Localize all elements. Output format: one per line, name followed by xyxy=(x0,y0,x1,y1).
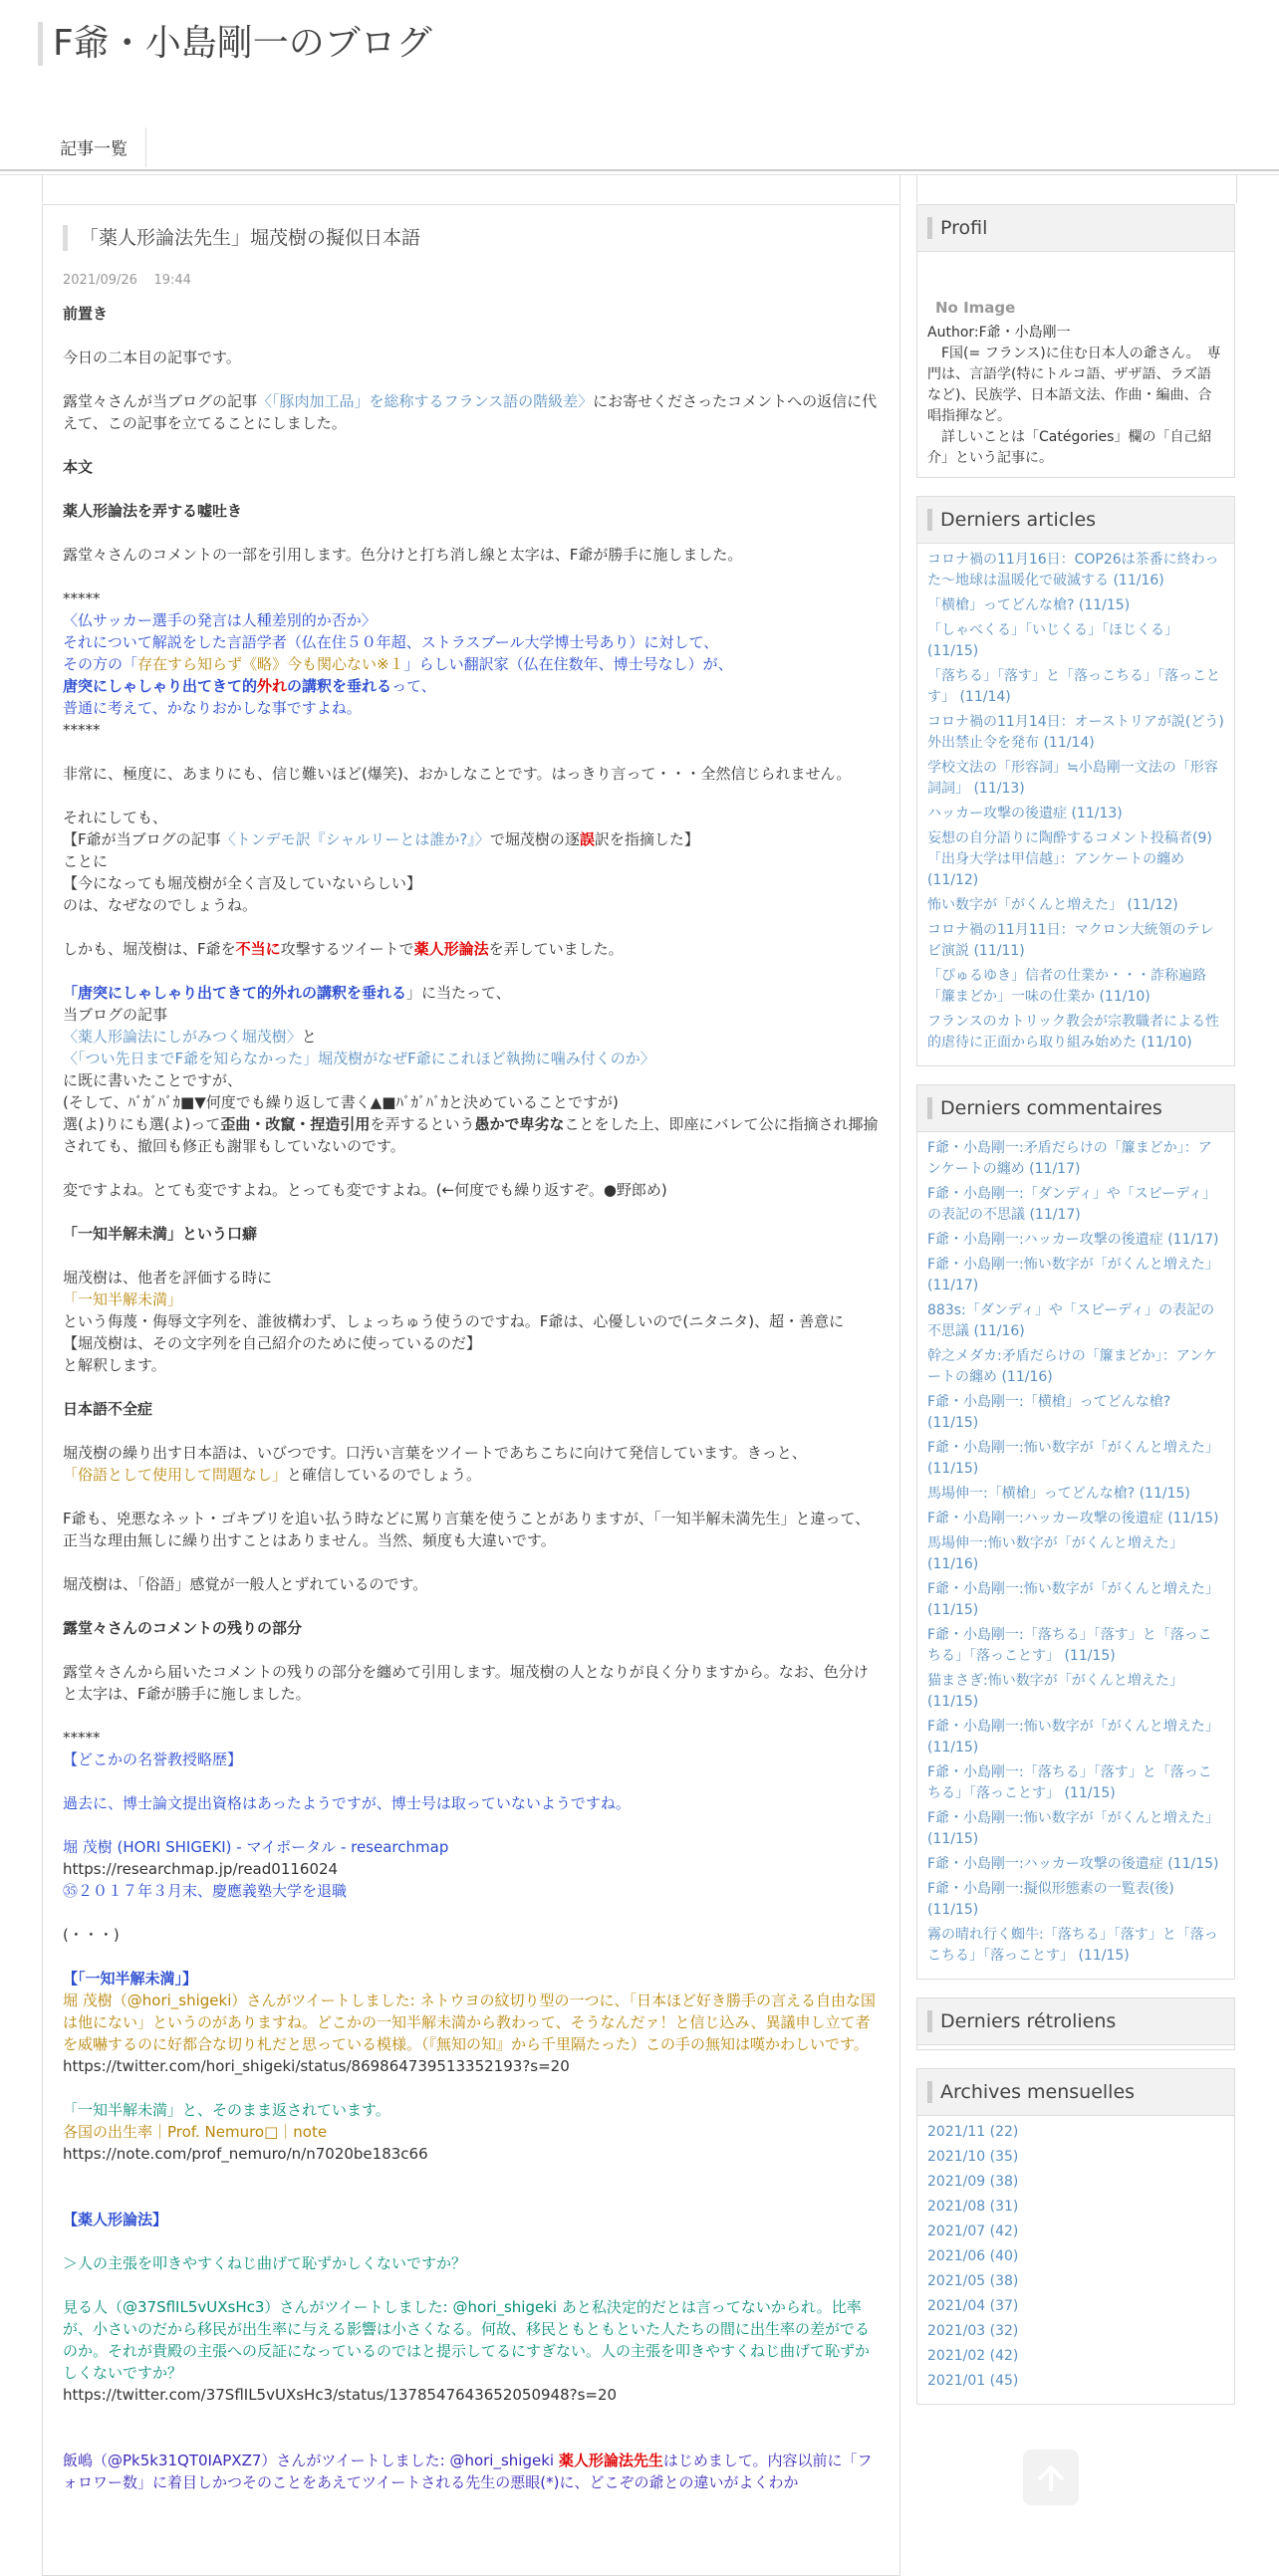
recent-article-link[interactable]: コロナ禍の11月14日：オーストリアが説(どう)外出禁止令を発布 (11/14) xyxy=(927,714,1224,751)
paragraph: しかも、堀茂樹は、F爺を不当に攻撃するツイートで薬人形論法を弄していました。 xyxy=(63,940,624,958)
article-link[interactable]: 〈トンデモ訳『シャルリーとは誰か?』〉 xyxy=(220,830,490,848)
section-heading: 露堂々さんのコメントの残りの部分 xyxy=(63,1619,303,1637)
archive-month-link[interactable]: 2021/10 (35) xyxy=(927,2149,1019,2165)
paragraph: 露堂々さんのコメントの一部を引用します。色分けと打ち消し線と太字は、F爺が勝手に施しました。 xyxy=(63,546,743,564)
quote-line: 唐突にしゃしゃり出てきて的外れの講釈を垂れるって、 xyxy=(63,677,436,695)
quote-link[interactable]: 堀 茂樹 (HORI SHIGEKI) - マイポータル - researchmap xyxy=(63,1838,449,1856)
archives-list xyxy=(917,2116,1234,2404)
url-text: https://twitter.com/37SflIL5vUXsHc3/status/1378547643652050948?s=20 xyxy=(63,2386,618,2404)
recent-comment-link[interactable]: F爺・小島剛一:「落ちる」「落す」と「落っこちる」「落っことす」 (11/15) xyxy=(927,1764,1212,1801)
paragraph: 非常に、極度に、あまりにも、信じ難いほど(爆笑)、おかしなことです。はっきり言って・・・全然信じられません。 xyxy=(63,765,852,783)
profile-text: F国(= フランス)に住む日本人の爺さん。 専門は、言語学(特にトルコ語、ザザ語、ラズ語など)、民族学、日本語文法、作曲・編曲、合唱指揮など。 xyxy=(927,346,1221,424)
box-title: Archives mensuelles xyxy=(917,2069,1234,2116)
recent-comment-link[interactable]: 猫まさぎ:怖い数字が「がくんと増えた」 (11/15) xyxy=(927,1673,1183,1710)
archive-month-link[interactable]: 2021/01 (45) xyxy=(927,2373,1019,2389)
article-link[interactable]: 〈「豚肉加工品」を総称するフランス語の階級差〉 xyxy=(257,392,594,410)
recent-article-link[interactable]: 妄想の自分語りに陶酔するコメント投稿者(9)「出身大学は甲信越」：アンケートの纏め (11/12) xyxy=(927,830,1212,888)
recent-comment-link[interactable]: F爺・小島剛一:ハッカー攻撃の後遺症 (11/17) xyxy=(927,1232,1219,1248)
recent-article-link[interactable]: 怖い数字が「がくんと増えた」 (11/12) xyxy=(927,897,1178,913)
site-header xyxy=(0,0,1279,169)
quote-line: 【「一知半解未満」】 xyxy=(63,1970,198,1988)
recent-article-link[interactable]: 「ぴゅるゆき」信者の仕業か・・・詐称遍路「簾まどか」一味の仕業か (11/10) xyxy=(927,968,1206,1005)
recent-comment-link[interactable]: 霧の晴れ行く蜘牛:「落ちる」「落す」と「落っこちる」「落っことす」 (11/15) xyxy=(927,1927,1218,1964)
recent-article-link[interactable]: フランスのカトリック教会が宗教職者による性的虐待に正面から取り組み始めた (11/10) xyxy=(927,1014,1220,1051)
section-heading: 本文 xyxy=(63,458,94,476)
section-heading: 薬人形論法を弄する嘘吐き xyxy=(63,502,243,520)
quote-line: ＞人の主張を叩きやすくねじ曲げて恥ずかしくないですか？ xyxy=(63,2254,467,2272)
recent-article-link[interactable]: コロナ禍の11月11日：マクロン大統領のテレビ演説 (11/11) xyxy=(927,922,1214,959)
quote-line: 「一知半解未満」と、そのまま返されています。 xyxy=(63,2101,390,2119)
recent-article-link[interactable]: 「横槍」ってどんな槍? (11/15) xyxy=(927,597,1131,613)
article-link[interactable]: 〈「つい先日までF爺を知らなかった」堀茂樹がなぜF爺にこれほど執拗に噛み付くのか〉 xyxy=(63,1050,655,1067)
paragraph: 堀茂樹の繰り出す日本語は、いびつです。口汚い言葉をツイートであちこちに向けて発信しています。きっと、 xyxy=(63,1444,807,1462)
profile-author: Author:F爺・小島剛一 xyxy=(927,325,1071,341)
archive-month-link[interactable]: 2021/11 (22) xyxy=(927,2124,1019,2140)
recent-article-link[interactable]: 「しゃべくる」「いじくる」「ほじくる」 (11/15) xyxy=(927,622,1178,659)
archive-month-link[interactable]: 2021/09 (38) xyxy=(927,2174,1019,2190)
paragraph xyxy=(63,1048,880,1069)
archive-month-link[interactable]: 2021/04 (37) xyxy=(927,2298,1019,2314)
nav-article-list[interactable]: 記事一覧 xyxy=(42,127,146,167)
url-text: https://note.com/prof_nemuro/n/n7020be183c66 xyxy=(63,2145,428,2163)
url-text: https://twitter.com/hori_shigeki/status/869864739513352193?s=20 xyxy=(63,2057,570,2075)
recent-comment-link[interactable]: F爺・小島剛一:矛盾だらけの「簾まどか」：アンケートの纏め (11/17) xyxy=(927,1140,1212,1177)
archive-month-link[interactable]: 2021/08 (31) xyxy=(927,2199,1019,2215)
recent-comment-link[interactable]: F爺・小島剛一:ハッカー攻撃の後遺症 (11/15) xyxy=(927,1856,1219,1872)
profile-text: 詳しいことは「Catégories」欄の「自己紹介」という記事に。 xyxy=(927,429,1212,466)
archive-month-link[interactable]: 2021/07 (42) xyxy=(927,2224,1019,2239)
quote-line: 過去に、博士論文提出資格はあったようですが、博士号は取っていないようですね。 xyxy=(63,1794,631,1812)
trackbacks-box xyxy=(916,1997,1235,2050)
quote-line: ㉟２０１７年３月末、慶應義塾大学を退職 xyxy=(63,1882,348,1900)
recent-comment-link[interactable]: F爺・小島剛一:怖い数字が「がくんと増えた」 (11/15) xyxy=(927,1719,1219,1756)
recent-comment-link[interactable]: 馬場伸一:「横槍」ってどんな槍? (11/15) xyxy=(927,1486,1190,1502)
tweet-quote: 飯嶋（@Pk5k31QT0IAPXZ7）さんがツイートしました: @hori_shigeki 薬人形論法先生はじめまして。内容以前に「フォロワー数」に着目しかつそのことをあえてツイートされる先生の悪眼(*)に、どこぞの爺との違いがよくわか xyxy=(63,2452,873,2491)
recent-comment-link[interactable]: F爺・小島剛一:ハッカー攻撃の後遺症 (11/15) xyxy=(927,1511,1219,1526)
archive-month-link[interactable]: 2021/03 (32) xyxy=(927,2323,1019,2339)
recent-comments-list xyxy=(917,1132,1234,1979)
paragraph: と解釈します。 xyxy=(63,1356,166,1374)
section-heading: 前置き xyxy=(63,305,109,323)
recent-comment-link[interactable]: F爺・小島剛一:怖い数字が「がくんと増えた」 (11/17) xyxy=(927,1257,1219,1293)
url-text: https://researchmap.jp/read0116024 xyxy=(63,1860,339,1878)
paragraph: (そして、ﾊﾞｶﾞﾊﾞｶ■▼何度でも繰り返して書く▲■ﾊﾞｶﾞﾊﾞｶと決めていることですが) xyxy=(63,1093,619,1111)
recent-comment-link[interactable]: 幹之メダカ:矛盾だらけの「簾まどか」：アンケートの纏め (11/16) xyxy=(927,1348,1217,1385)
recent-articles-list xyxy=(917,544,1234,1065)
recent-comment-link[interactable]: F爺・小島剛一:怖い数字が「がくんと増えた」 (11/15) xyxy=(927,1440,1219,1477)
paragraph: に既に書いたことですが、 xyxy=(63,1071,243,1089)
paragraph: それにしても、 xyxy=(63,809,168,826)
quote-line: 〈仏サッカー選手の発言は人種差別的か否か〉 xyxy=(63,611,377,629)
quote-line: その方の「存在すら知らず《略》今も関心ない※１」らしい翻訳家（仏在住数年、博士号なし）が、 xyxy=(63,655,733,673)
paragraph: 【今になっても堀茂樹が全く言及していないらしい】 xyxy=(63,874,422,892)
paragraph: 露堂々さんが当ブログの記事〈「豚肉加工品」を総称するフランス語の階級差〉にお寄せくださったコメントへの返信に代えて、この記事を立てることにしました。 xyxy=(63,392,878,432)
paragraph: 選(よ)りにも選(よ)って歪曲・改竄・捏造引用を弄するという愚かで卑劣なことをした上、即座にバレて公に指摘され揶揄されても、撤回も修正も謝罪もしていないのです。 xyxy=(63,1115,879,1155)
paragraph: 【堀茂樹は、その文字列を自己紹介のために使っているのだ】 xyxy=(63,1334,482,1352)
recent-comment-link[interactable]: F爺・小島剛一:「落ちる」「落す」と「落っこちる」「落っことす」 (11/15) xyxy=(927,1627,1212,1664)
recent-article-link[interactable]: コロナ禍の11月16日：COP26は茶番に終わった〜地球は温暖化で破滅する (11/16) xyxy=(927,552,1219,588)
box-title: Derniers rétroliens xyxy=(917,1998,1234,2045)
paragraph: 「一知半解未満」 xyxy=(63,1290,183,1308)
paragraph: 〈薬人形論法にしがみつく堀茂樹〉と xyxy=(63,1028,317,1046)
quote-line: 【どこかの名誉教授略歴】 xyxy=(63,1751,243,1768)
article-link[interactable]: 〈薬人形論法にしがみつく堀茂樹〉 xyxy=(63,1028,302,1046)
paragraph: 変ですよね。とても変ですよね。とっても変ですよね。(←何度でも繰り返すぞ。●野郎め) xyxy=(63,1181,667,1199)
paragraph: 【F爺が当ブログの記事〈トンデモ訳『シャルリーとは誰か?』〉で堀茂樹の逐誤訳を指摘した】 xyxy=(63,830,699,848)
recent-comment-link[interactable]: F爺・小島剛一:擬似形態素の一覧表(後) (11/15) xyxy=(927,1881,1174,1918)
box-title: Profil xyxy=(917,205,1234,252)
archive-month-link[interactable]: 2021/05 (38) xyxy=(927,2273,1019,2289)
paragraph: (・・・) xyxy=(63,1926,120,1944)
paragraph: 今日の二本目の記事です。 xyxy=(63,349,241,366)
paragraph: のは、なぜなのでしょうね。 xyxy=(63,896,258,914)
paragraph: 「唐突にしゃしゃり出てきて的外れの講釈を垂れる」に当たって、 xyxy=(63,984,511,1002)
arrow-up-icon xyxy=(1023,2450,1079,2505)
tweet-quote: 堀 茂樹（@hori_shigeki）さんがツイートしました: ネトウヨの紋切り型の一つに、「日本ほど好き勝手の言える自由な国は他にない」というのがありますね。どこかの一知半解未満から教わって、そうなんだァ！と信じ込み、異議申し立て者を威嚇するのに好都合な切り札だと思っている模様。（『無知の知』から千里隔たった）この手の無知は嘆かわしいです。 xyxy=(63,1991,876,2053)
main-content xyxy=(42,204,900,2576)
quote-separator: ***** xyxy=(63,721,101,739)
archive-month-link[interactable]: 2021/06 (40) xyxy=(927,2248,1019,2264)
paragraph: という侮蔑・侮辱文字列を、誰彼構わず、しょっちゅう使うのですね。F爺は、心優しいので(ニタニタ)、超・善意に xyxy=(63,1312,845,1330)
recent-comment-link[interactable]: F爺・小島剛一:「横槍」ってどんな槍? (11/15) xyxy=(927,1394,1171,1431)
main-column-top xyxy=(42,175,900,203)
header-divider xyxy=(0,169,1279,171)
recent-comment-link[interactable]: 馬場伸一:怖い数字が「がくんと増えた」 (11/16) xyxy=(927,1535,1183,1572)
recent-comment-link[interactable]: F爺・小島剛一:「ダンディ」や「スピーディ」の表記の不思議 (11/17) xyxy=(927,1186,1217,1223)
section-heading: 「一知半解未満」という口癖 xyxy=(63,1225,258,1243)
paragraph: 露堂々さんから届いたコメントの残りの部分を纏めて引用します。堀茂樹の人となりが良く分りますから。なお、色分けと太字は、F爺が勝手に施しました。 xyxy=(63,1663,869,1703)
paragraph: ことに xyxy=(63,852,109,870)
box-title: Derniers commentaires xyxy=(917,1085,1234,1132)
recent-comment-link[interactable]: 883s:「ダンディ」や「スピーディ」の表記の不思議 (11/16) xyxy=(927,1302,1215,1339)
quote-line: 【薬人形論法】 xyxy=(63,2211,168,2228)
quote-line: 普通に考えて、かなりおかしな事ですよね。 xyxy=(63,699,362,717)
site-title[interactable]: F爺・小島剛一のブログ xyxy=(38,22,432,66)
paragraph: 堀茂樹は、「俗語」感覚が一般人とずれているのです。 xyxy=(63,1575,428,1593)
post-title[interactable]: 「薬人形論法先生」堀茂樹の擬似日本語 xyxy=(63,225,420,251)
recent-article-link[interactable]: ハッカー攻撃の後遺症 (11/13) xyxy=(927,806,1123,821)
scroll-top-button[interactable] xyxy=(1023,2450,1079,2505)
recent-article-link[interactable]: 「落ちる」「落す」と「落っこちる」「落っことす」 (11/14) xyxy=(927,668,1220,705)
paragraph: 当ブログの記事 xyxy=(63,1006,168,1024)
sidebar-column-top xyxy=(916,175,1237,203)
recent-article-link[interactable]: 学校文法の「形容詞」≒小島剛一文法の「形容詞詞」 (11/13) xyxy=(927,760,1218,797)
recent-articles-box xyxy=(916,496,1235,1066)
quote-separator: ***** xyxy=(63,1729,101,1747)
archives-box xyxy=(916,2068,1235,2405)
tweet-quote: 見る人（@37SflIL5vUXsHc3）さんがツイートしました: @hori_shigeki あと私決定的だとは言ってないかられ。比率が、小さいのだから移民が出生率に与える影響は小さくなる。何故、移民ともともといた人たちの間に出生率の差がでるのか。それが貴殿の主張への反証になっているのではと提示してるにすぎない。人の主張を叩きやすくねじ曲げて恥ずかしくないですか？ xyxy=(63,2298,871,2382)
sidebar xyxy=(916,204,1235,2423)
post-date: 2021/09/26 19:44 xyxy=(63,273,191,288)
no-image-placeholder: No Image xyxy=(935,299,1016,317)
recent-comments-box xyxy=(916,1084,1235,1980)
profile-box xyxy=(916,204,1235,478)
recent-comment-link[interactable]: F爺・小島剛一:怖い数字が「がくんと増えた」 (11/15) xyxy=(927,1581,1219,1618)
paragraph: 「俗語として使用して問題なし」と確信しているのでしょう。 xyxy=(63,1466,482,1484)
box-title: Derniers articles xyxy=(917,497,1234,544)
archive-month-link[interactable]: 2021/02 (42) xyxy=(927,2348,1019,2364)
paragraph: 堀茂樹は、他者を評価する時に xyxy=(63,1269,273,1287)
quote-separator: ***** xyxy=(63,589,101,607)
section-heading: 日本語不全症 xyxy=(63,1400,153,1418)
post-body xyxy=(63,303,880,2493)
recent-comment-link[interactable]: F爺・小島剛一:怖い数字が「がくんと増えた」 (11/15) xyxy=(927,1810,1219,1847)
quote-link[interactable]: 各国の出生率｜Prof. Nemuro□｜note xyxy=(63,2123,328,2141)
paragraph: F爺も、兇悪なネット・ゴキブリを追い払う時などに罵り言葉を使うことがありますが、「一知半解未満先生」と違って、正当な理由無しに繰り出すことはありません。当然、頻度も大違いです。 xyxy=(63,1510,871,1549)
quote-line: それについて解説をした言語学者（仏在住５０年超、ストラスブール大学博士号あり）に対して、 xyxy=(63,633,719,651)
